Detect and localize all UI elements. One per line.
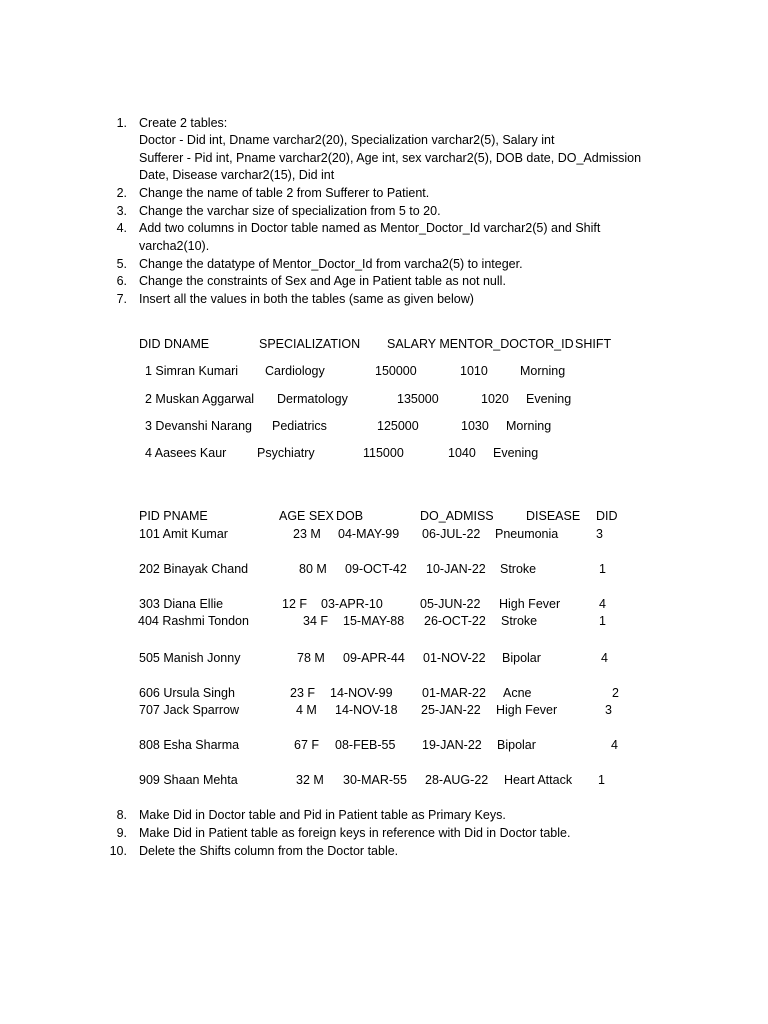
doctor-specialization: Psychiatry [257, 446, 315, 460]
patient-did: 1 [599, 562, 606, 576]
patient-do-admiss: 06-JUL-22 [422, 527, 481, 541]
doctor-specialization: Pediatrics [272, 419, 327, 433]
patient-dob: 09-OCT-42 [345, 562, 407, 576]
doctor-header-specialization: SPECIALIZATION [259, 337, 361, 351]
patient-header-age-sex: AGE SEX [279, 509, 334, 523]
doctor-shift: Morning [506, 419, 552, 433]
patient-did: 4 [611, 738, 618, 752]
instruction-text: Date, Disease varchar2(15), Did int [139, 168, 335, 182]
patient-disease: Bipolar [502, 651, 541, 665]
item-number: 3. [116, 204, 127, 218]
patient-header-do-admiss: DO_ADMISS [420, 509, 494, 523]
patient-id-name: 505 Manish Jonny [139, 651, 241, 665]
patient-id-name: 101 Amit Kumar [139, 527, 228, 541]
doctor-salary: 125000 [377, 419, 419, 433]
item-number: 5. [116, 257, 127, 271]
doctor-salary: 150000 [375, 364, 417, 378]
patient-id-name: 303 Diana Ellie [139, 597, 224, 611]
instruction-text: Change the constraints of Sex and Age in Patient table as not null. [139, 274, 506, 288]
instruction-text: Delete the Shifts column from the Doctor table. [139, 844, 399, 858]
doctor-shift: Evening [493, 446, 539, 460]
patient-age-sex: 23 F [290, 686, 316, 700]
patient-dob: 04-MAY-99 [338, 527, 400, 541]
patient-do-admiss: 26-OCT-22 [424, 614, 486, 628]
patient-did: 1 [599, 614, 606, 628]
patient-age-sex: 67 F [294, 738, 320, 752]
patient-id-name: 808 Esha Sharma [139, 738, 240, 752]
instruction-text: Create 2 tables: [139, 116, 228, 130]
patient-id-name: 202 Binayak Chand [139, 562, 249, 576]
patient-did: 1 [598, 773, 605, 787]
instruction-text: Make Did in Patient table as foreign keys in reference with Did in Doctor table. [139, 826, 571, 840]
patient-header-disease: DISEASE [526, 509, 581, 523]
instruction-text: varcha2(10). [139, 239, 210, 253]
doctor-salary: 135000 [397, 392, 439, 406]
patient-do-admiss: 05-JUN-22 [420, 597, 481, 611]
patient-did: 4 [599, 597, 606, 611]
patient-id-name: 606 Ursula Singh [139, 686, 235, 700]
patient-disease: Stroke [501, 614, 538, 628]
doctor-mentor-id: 1040 [448, 446, 476, 460]
instruction-text: Doctor - Did int, Dname varchar2(20), Specialization varchar2(5), Salary int [139, 133, 555, 147]
item-number: 4. [116, 221, 127, 235]
item-number: 10. [109, 844, 127, 858]
instruction-text: Insert all the values in both the tables (same as given below) [139, 292, 474, 306]
patient-header-did: DID [596, 509, 618, 523]
instruction-text: Sufferer - Pid int, Pname varchar2(20), Age int, sex varchar2(5), DOB date, DO_Admission [139, 151, 642, 165]
instruction-text: Make Did in Doctor table and Pid in Patient table as Primary Keys. [139, 808, 506, 822]
item-number: 2. [116, 186, 127, 200]
patient-id-name: 707 Jack Sparrow [139, 703, 240, 717]
item-number: 1. [116, 116, 127, 130]
patient-id-name: 404 Rashmi Tondon [138, 614, 249, 628]
doctor-specialization: Cardiology [265, 364, 325, 378]
patient-did: 3 [605, 703, 612, 717]
instruction-text: Add two columns in Doctor table named as Mentor_Doctor_Id varchar2(5) and Shift [139, 221, 601, 235]
patient-dob: 14-NOV-18 [335, 703, 398, 717]
doctor-salary: 115000 [363, 446, 404, 460]
patient-disease: Heart Attack [504, 773, 573, 787]
doctor-mentor-id: 1030 [461, 419, 489, 433]
patient-age-sex: 78 M [297, 651, 325, 665]
doctor-header-shift: SHIFT [575, 337, 612, 351]
patient-dob: 03-APR-10 [321, 597, 383, 611]
patient-do-admiss: 10-JAN-22 [426, 562, 486, 576]
item-number: 8. [116, 808, 127, 822]
doctor-mentor-id: 1020 [481, 392, 509, 406]
doctor-id-name: 2 Muskan Aggarwal [145, 392, 255, 406]
patient-dob: 08-FEB-55 [335, 738, 396, 752]
instruction-text: Change the name of table 2 from Sufferer to Patient. [139, 186, 430, 200]
patient-disease: Pneumonia [495, 527, 559, 541]
patient-disease: Bipolar [497, 738, 536, 752]
patient-dob: 15-MAY-88 [343, 614, 405, 628]
patient-age-sex: 4 M [296, 703, 317, 717]
patient-do-admiss: 28-AUG-22 [425, 773, 489, 787]
patient-age-sex: 23 M [293, 527, 321, 541]
doctor-id-name: 4 Aasees Kaur [145, 446, 227, 460]
patient-disease: Acne [503, 686, 532, 700]
doctor-mentor-id: 1010 [460, 364, 488, 378]
doctor-shift: Morning [520, 364, 566, 378]
patient-did: 3 [596, 527, 603, 541]
patient-disease: High Fever [499, 597, 561, 611]
patient-do-admiss: 19-JAN-22 [422, 738, 482, 752]
patient-dob: 09-APR-44 [343, 651, 405, 665]
patient-do-admiss: 25-JAN-22 [421, 703, 481, 717]
item-number: 6. [116, 274, 127, 288]
item-number: 9. [116, 826, 127, 840]
patient-did: 4 [601, 651, 608, 665]
doctor-shift: Evening [526, 392, 572, 406]
patient-dob: 14-NOV-99 [330, 686, 393, 700]
patient-header-dob: DOB [336, 509, 364, 523]
patient-header-pid-pname: PID PNAME [139, 509, 208, 523]
instruction-text: Change the varchar size of specialization from 5 to 20. [139, 204, 441, 218]
patient-disease: Stroke [500, 562, 537, 576]
patient-dob: 30-MAR-55 [343, 773, 407, 787]
patient-age-sex: 32 M [296, 773, 324, 787]
patient-age-sex: 34 F [303, 614, 329, 628]
doctor-header-did-dname: DID DNAME [139, 337, 210, 351]
patient-do-admiss: 01-NOV-22 [423, 651, 486, 665]
patient-id-name: 909 Shaan Mehta [139, 773, 238, 787]
patient-do-admiss: 01-MAR-22 [422, 686, 486, 700]
doctor-id-name: 1 Simran Kumari [145, 364, 239, 378]
doctor-header-salary-mentor: SALARY MENTOR_DOCTOR_ID [387, 337, 574, 351]
item-number: 7. [116, 292, 127, 306]
doctor-id-name: 3 Devanshi Narang [145, 419, 253, 433]
patient-disease: High Fever [496, 703, 558, 717]
doctor-specialization: Dermatology [277, 392, 348, 406]
patient-did: 2 [612, 686, 619, 700]
instruction-text: Change the datatype of Mentor_Doctor_Id from varcha2(5) to integer. [139, 257, 523, 271]
patient-age-sex: 80 M [299, 562, 327, 576]
patient-age-sex: 12 F [282, 597, 308, 611]
